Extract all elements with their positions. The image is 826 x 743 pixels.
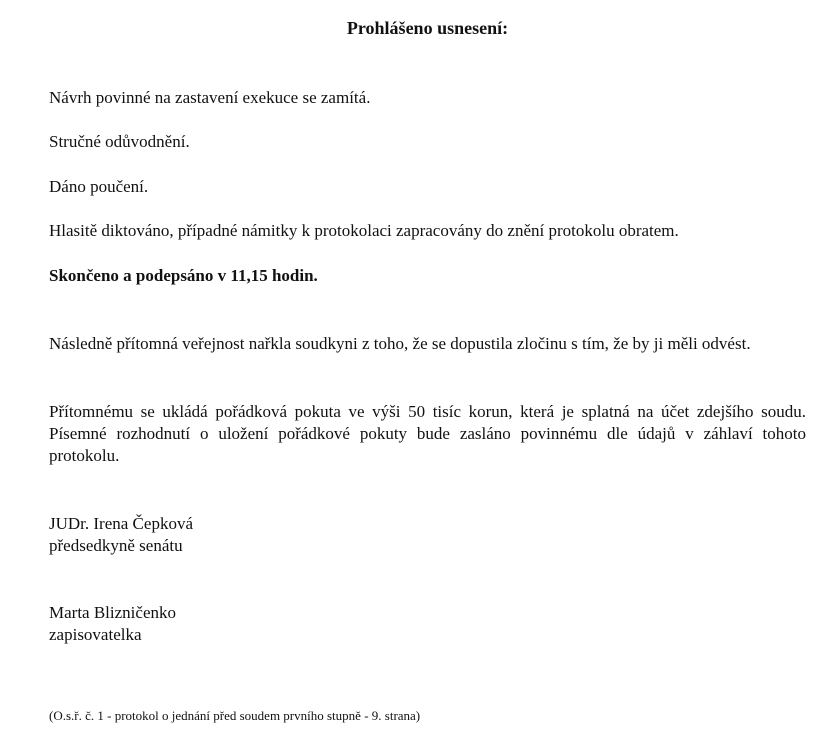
signature-name: JUDr. Irena Čepková <box>49 514 193 533</box>
paragraph-dictation: Hlasitě diktováno, případné námitky k protokolaci zapracovány do znění protokolu obratem. <box>49 221 679 240</box>
paragraph-instruction: Dáno poučení. <box>49 177 149 196</box>
paragraph-resolution: Návrh povinné na zastavení exekuce se zamítá. <box>49 88 371 107</box>
page-footer: (O.s.ř. č. 1 - protokol o jednání před soudem prvního stupně - 9. strana) <box>49 708 421 723</box>
paragraph-public-accusation: Následně přítomná veřejnost nařkla soudkyni z toho, že se dopustila zločinu s tím, že by ji měli odvést. <box>49 334 751 353</box>
paragraph-fine: Přítomnému se ukládá pořádková pokuta ve výši 50 tisíc korun, která je splatná na účet zdejšího soudu. Písemné rozhodnutí o uložení pořádkové pokuty bude zasláno povinnému dle údajů v záhlaví tohoto protokolu. <box>49 402 806 465</box>
page-title: Prohlášeno usnesení: <box>346 18 509 38</box>
signature-name: Marta Blizničenko <box>49 603 176 622</box>
paragraph-reasoning: Stručné odůvodnění. <box>49 132 190 151</box>
paragraph-concluded: Skončeno a podepsáno v 11,15 hodin. <box>49 266 318 285</box>
signature-role: předsedkyně senátu <box>49 536 183 555</box>
signature-role: zapisovatelka <box>49 625 142 644</box>
signature-block-clerk <box>49 602 806 646</box>
signature-block-judge <box>49 513 806 557</box>
